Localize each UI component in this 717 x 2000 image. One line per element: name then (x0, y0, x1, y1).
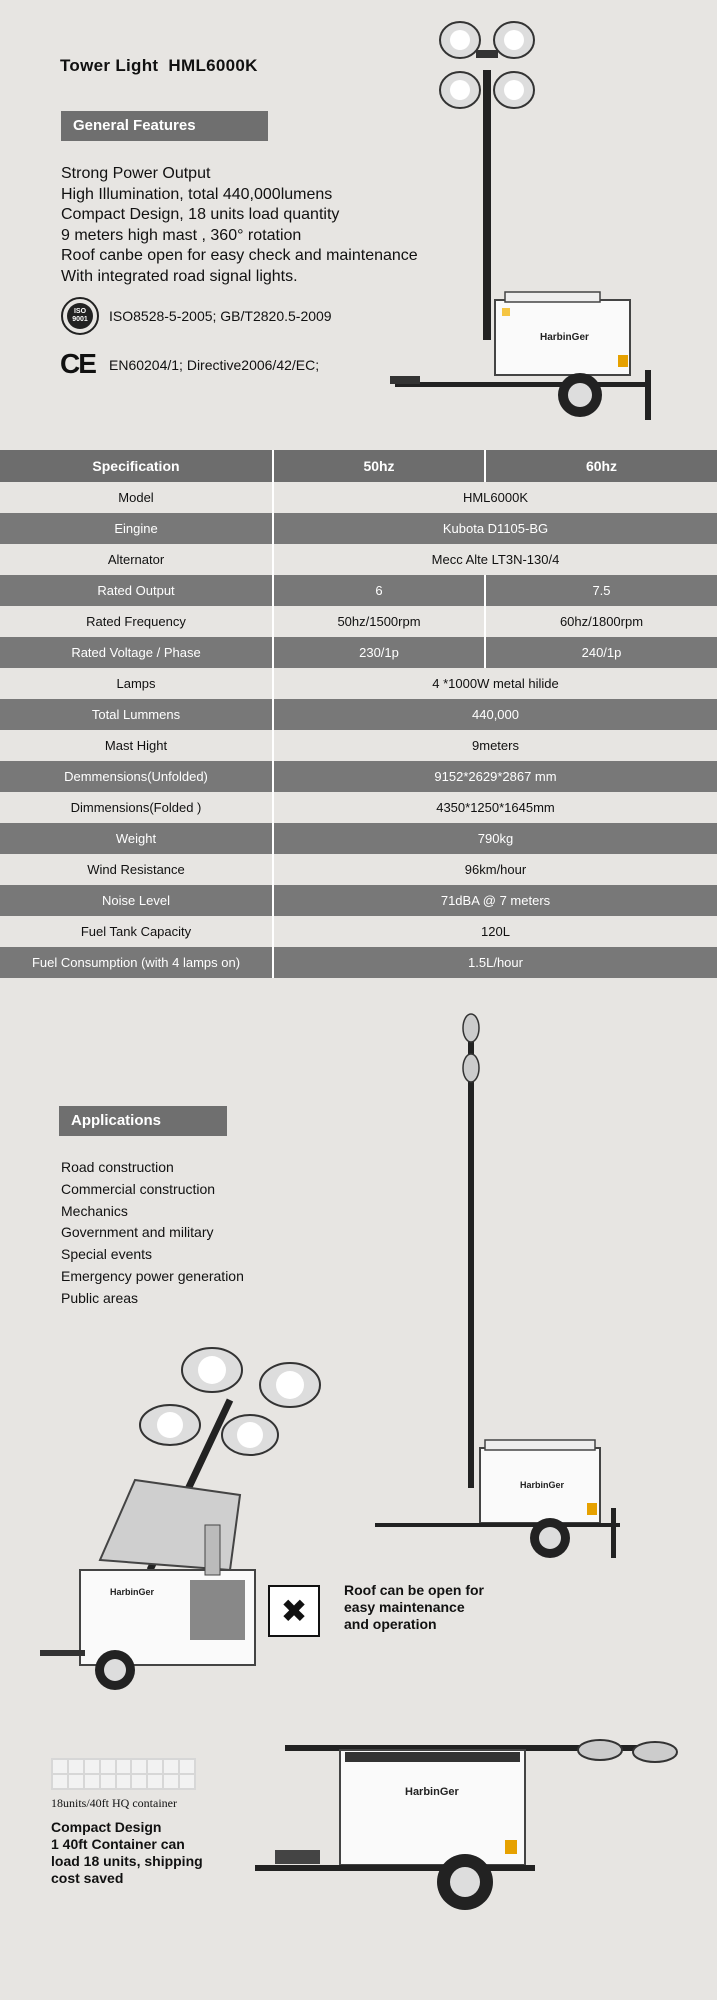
table-row (0, 854, 717, 885)
row-label: Eingine (0, 513, 274, 544)
feature-item: Roof canbe open for easy check and maintenance (61, 247, 418, 264)
container-caption: 18units/40ft HQ container (51, 1796, 177, 1810)
table-row (0, 482, 717, 513)
application-item: Public areas (61, 1289, 139, 1306)
table-row (0, 730, 717, 761)
row-label: Demmensions(Unfolded) (0, 761, 274, 792)
row-value: Mecc Alte LT3N-130/4 (431, 552, 560, 567)
trailer-brand-label: HarbinGer (520, 1480, 565, 1490)
row-value-60hz: 60hz/1800rpm (559, 614, 644, 629)
table-row (0, 916, 717, 947)
applications-heading: Applications (59, 1106, 227, 1136)
table-row (0, 699, 717, 730)
table-row (0, 947, 717, 978)
ce-icon: CE (60, 348, 95, 379)
row-value: HML6000K (462, 490, 529, 505)
table-row (0, 513, 717, 544)
roof-note-line: and operation (344, 1616, 437, 1632)
row-value: Kubota D1105-BG (442, 521, 549, 536)
header-50hz: 50hz (274, 450, 486, 482)
row-value: 9152*2629*2867 mm (434, 769, 557, 784)
row-value: 71dBA @ 7 meters (440, 893, 551, 908)
table-row (0, 823, 717, 854)
row-label: Fuel Consumption (with 4 lamps on) (0, 947, 274, 978)
row-label: Total Lummens (0, 699, 274, 730)
trailer-brand-label: HarbinGer (405, 1786, 459, 1798)
spec-table-header (0, 450, 717, 482)
trailer-brand-label: HarbinGer (540, 332, 589, 343)
tower-light-image-top (380, 10, 680, 430)
application-item: Special events (61, 1246, 153, 1263)
row-label: Mast Hight (0, 730, 274, 761)
general-features-heading: General Features (61, 111, 268, 141)
tower-light-image-open-roof (40, 1340, 330, 1710)
row-value-60hz: 7.5 (592, 583, 611, 598)
row-value: 1.5L/hour (468, 955, 523, 970)
application-item: Emergency power generation (61, 1267, 244, 1284)
container-note (51, 1819, 203, 1887)
features-list (61, 164, 418, 287)
iso-badge-text: ISO 9001 (67, 303, 93, 329)
application-item: Government and military (61, 1224, 214, 1241)
row-label: Lamps (0, 668, 274, 699)
row-label: Dimmensions(Folded ) (0, 792, 274, 823)
tower-light-image-extended (375, 1008, 635, 1568)
row-value: 96km/hour (464, 862, 527, 877)
iso-icon (61, 297, 99, 335)
row-label: Wind Resistance (0, 854, 274, 885)
row-label: Alternator (0, 544, 274, 575)
row-label: Noise Level (0, 885, 274, 916)
table-row (0, 885, 717, 916)
row-label: Rated Frequency (0, 606, 274, 637)
table-row (0, 668, 717, 699)
header-specification: Specification (0, 450, 274, 482)
row-label: Weight (0, 823, 274, 854)
table-row (0, 637, 717, 668)
roof-note-line: easy maintenance (344, 1599, 465, 1615)
application-item: Road construction (61, 1159, 174, 1175)
row-value: 120L (481, 924, 510, 939)
container-icon (51, 1758, 196, 1790)
application-item: Mechanics (61, 1202, 128, 1219)
row-label: Rated Output (0, 575, 274, 606)
table-row (0, 575, 717, 606)
feature-item: Compact Design, 18 units load quantity (61, 206, 340, 223)
feature-item: High Illumination, total 440,000lumens (61, 185, 333, 203)
row-label: Model (0, 482, 274, 513)
tower-light-image-folded (255, 1690, 705, 1930)
table-row (0, 792, 717, 823)
container-note-line: Compact Design (51, 1819, 162, 1835)
row-value: 4350*1250*1645mm (436, 800, 555, 815)
feature-item: Strong Power Output (61, 165, 211, 182)
header-60hz: 60hz (585, 458, 618, 474)
tools-icon: ✖ (268, 1585, 320, 1637)
container-note-line: load 18 units, shipping (51, 1853, 203, 1869)
trailer-brand-label: HarbinGer (110, 1587, 155, 1597)
page-title: Tower Light HML6000K (60, 56, 258, 75)
table-row (0, 606, 717, 637)
row-value-50hz: 50hz/1500rpm (274, 606, 486, 637)
feature-item: With integrated road signal lights. (61, 267, 298, 285)
row-label: Fuel Tank Capacity (0, 916, 274, 947)
row-value: 440,000 (472, 707, 519, 722)
table-row (0, 761, 717, 792)
row-value: 790kg (477, 831, 514, 846)
row-value: 4 *1000W metal hilide (432, 676, 559, 691)
table-row (0, 544, 717, 575)
row-label: Rated Voltage / Phase (0, 637, 274, 668)
container-note-line: 1 40ft Container can (51, 1836, 185, 1852)
ce-standard-text: EN60204/1; Directive2006/42/EC; (109, 357, 320, 373)
row-value-60hz: 240/1p (581, 645, 622, 660)
row-value: 9meters (472, 738, 519, 753)
applications-list (61, 1157, 244, 1310)
roof-note (344, 1582, 484, 1633)
spec-table (0, 450, 717, 978)
feature-item: 9 meters high mast , 360° rotation (61, 226, 302, 244)
row-value-50hz: 230/1p (274, 637, 486, 668)
iso-standard-text: ISO8528-5-2005; GB/T2820.5-2009 (109, 308, 332, 324)
container-note-line: cost saved (51, 1870, 124, 1886)
roof-note-line: Roof can be open for (344, 1582, 484, 1598)
row-value-50hz: 6 (274, 575, 486, 606)
application-item: Commercial construction (61, 1180, 216, 1197)
